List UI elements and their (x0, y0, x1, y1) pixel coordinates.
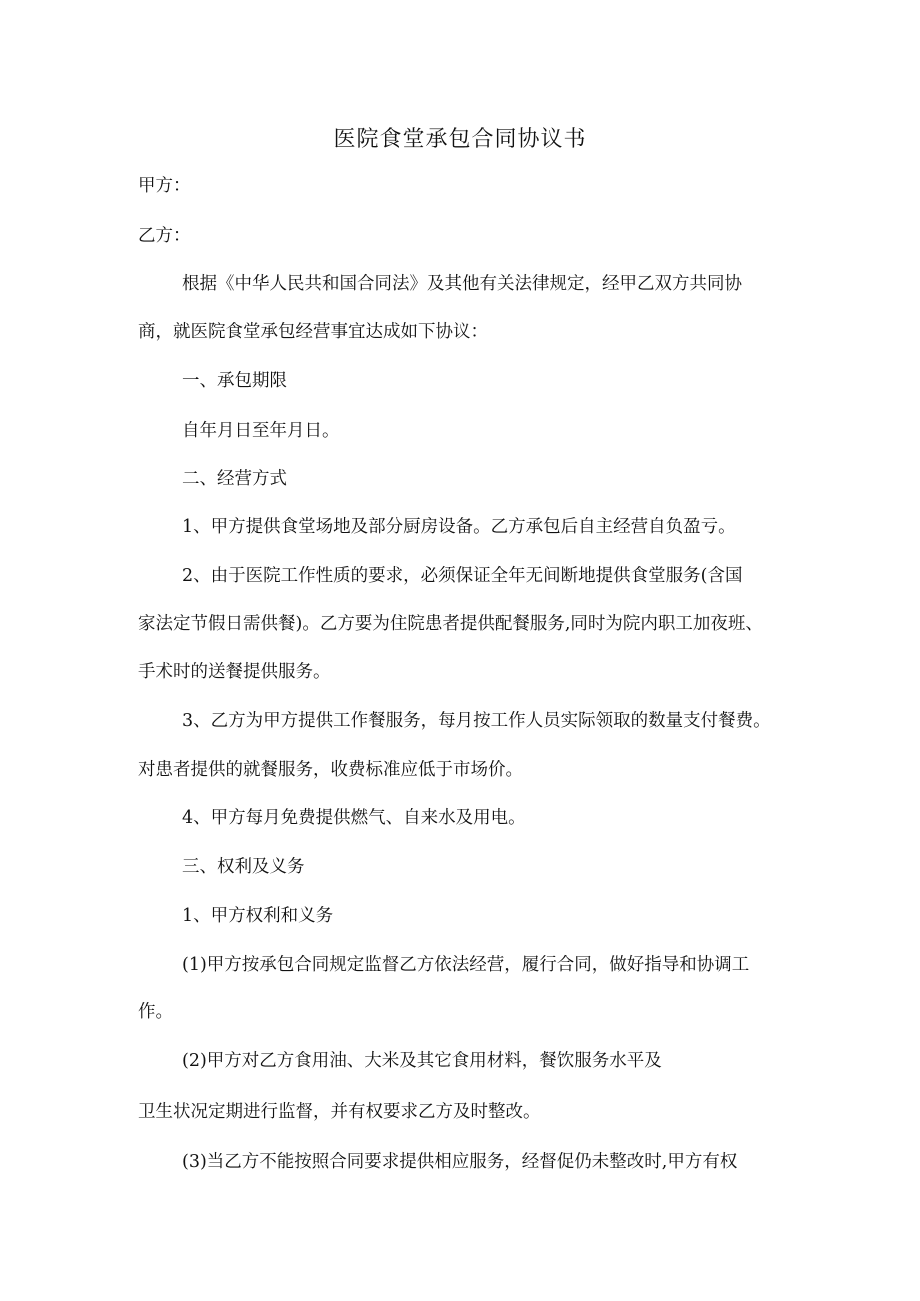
section-3-item-2-line-2: 卫生状况定期进行监督，并有权要求乙方及时整改。 (138, 1102, 541, 1122)
section-1-text: 自年月日至年月日。 (182, 421, 340, 441)
section-2-item-2-line-1: 2、由于医院工作性质的要求，必须保证全年无间断地提供食堂服务(含国 (182, 566, 743, 586)
section-3-item-3-line-1: (3)当乙方不能按照合同要求提供相应服务，经督促仍未整改时,甲方有权 (182, 1152, 738, 1172)
section-2-heading: 二、经营方式 (182, 469, 287, 489)
section-2-item-3-line-1: 3、乙方为甲方提供工作餐服务，每月按工作人员实际领取的数量支付餐费。 (182, 711, 771, 731)
section-3-heading: 三、权利及义务 (182, 857, 305, 877)
section-1-heading: 一、承包期限 (182, 371, 287, 391)
party-b-label: 乙方： (138, 226, 191, 246)
intro-line-1: 根据《中华人民共和国合同法》及其他有关法律规定，经甲乙双方共同协 (182, 274, 742, 294)
intro-line-2: 商，就医院食堂承包经营事宜达成如下协议： (138, 322, 488, 342)
section-2-item-4: 4、甲方每月免费提供燃气、自来水及用电。 (182, 808, 526, 828)
section-3-item-1-line-1: (1)甲方按承包合同规定监督乙方依法经营，履行合同，做好指导和协调工 (182, 955, 750, 975)
section-2-item-1: 1、甲方提供食堂场地及部分厨房设备。乙方承包后自主经营自负盈亏。 (182, 517, 736, 537)
document-title: 医院食堂承包合同协议书 (333, 127, 587, 152)
section-3-item-1-line-2: 作。 (138, 1002, 173, 1022)
section-2-item-2-line-2: 家法定节假日需供餐)。乙方要为住院患者提供配餐服务,同时为院内职工加夜班、 (138, 614, 763, 634)
section-2-item-2-line-3: 手术时的送餐提供服务。 (138, 662, 331, 682)
party-a-label: 甲方： (138, 176, 191, 196)
section-3-sub-1: 1、甲方权利和义务 (182, 906, 334, 926)
section-3-item-2-line-1: (2)甲方对乙方食用油、大米及其它食用材料，餐饮服务水平及 (182, 1051, 662, 1071)
section-2-item-3-line-2: 对患者提供的就餐服务，收费标准应低于市场价。 (138, 760, 523, 780)
